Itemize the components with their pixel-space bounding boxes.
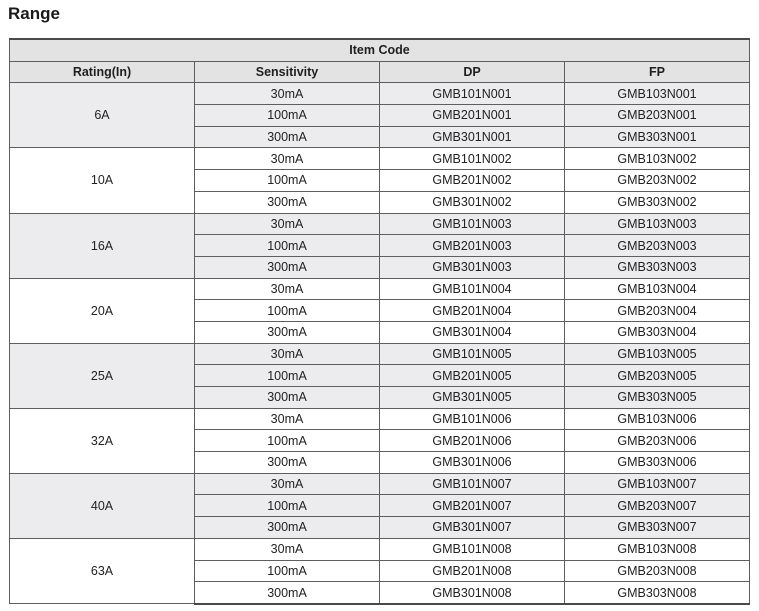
- table-row: [10, 473, 750, 495]
- sensitivity-cell: 300mA: [195, 582, 380, 604]
- sensitivity-cell: 100mA: [195, 430, 380, 452]
- dp-code-cell: GMB201N007: [380, 495, 565, 517]
- table-header: [10, 39, 750, 83]
- dp-code-cell: GMB101N005: [380, 343, 565, 365]
- fp-code-cell: GMB203N002: [565, 170, 750, 192]
- sensitivity-cell: 30mA: [195, 538, 380, 560]
- table-body: [10, 83, 750, 604]
- fp-code-cell: GMB303N001: [565, 126, 750, 148]
- rating-cell: 16A: [10, 213, 195, 278]
- column-header-dp: DP: [380, 61, 565, 83]
- header-row-columns: [10, 61, 750, 83]
- item-code-header: Item Code: [10, 39, 750, 61]
- dp-code-cell: GMB201N002: [380, 170, 565, 192]
- dp-code-cell: GMB301N001: [380, 126, 565, 148]
- fp-code-cell: GMB303N003: [565, 256, 750, 278]
- sensitivity-cell: 30mA: [195, 473, 380, 495]
- fp-code-cell: GMB203N006: [565, 430, 750, 452]
- dp-code-cell: GMB301N004: [380, 321, 565, 343]
- dp-code-cell: GMB101N006: [380, 408, 565, 430]
- sensitivity-cell: 30mA: [195, 278, 380, 300]
- sensitivity-cell: 30mA: [195, 343, 380, 365]
- dp-code-cell: GMB101N002: [380, 148, 565, 170]
- sensitivity-cell: 300mA: [195, 452, 380, 474]
- fp-code-cell: GMB303N004: [565, 321, 750, 343]
- fp-code-cell: GMB303N002: [565, 191, 750, 213]
- rating-cell: 20A: [10, 278, 195, 343]
- column-header-rating: Rating(In): [10, 61, 195, 83]
- table-row: [10, 408, 750, 430]
- range-table: [9, 38, 750, 605]
- fp-code-cell: GMB103N002: [565, 148, 750, 170]
- sensitivity-cell: 300mA: [195, 191, 380, 213]
- fp-code-cell: GMB203N005: [565, 365, 750, 387]
- fp-code-cell: GMB103N008: [565, 538, 750, 560]
- dp-code-cell: GMB101N003: [380, 213, 565, 235]
- sensitivity-cell: 30mA: [195, 213, 380, 235]
- dp-code-cell: GMB201N003: [380, 235, 565, 257]
- fp-code-cell: GMB103N004: [565, 278, 750, 300]
- dp-code-cell: GMB101N001: [380, 83, 565, 105]
- column-header-sensitivity: Sensitivity: [195, 61, 380, 83]
- fp-code-cell: GMB103N001: [565, 83, 750, 105]
- sensitivity-cell: 300mA: [195, 387, 380, 409]
- column-header-fp: FP: [565, 61, 750, 83]
- table-row: [10, 538, 750, 560]
- sensitivity-cell: 300mA: [195, 126, 380, 148]
- fp-code-cell: GMB303N007: [565, 517, 750, 539]
- dp-code-cell: GMB201N001: [380, 105, 565, 127]
- table-row: [10, 213, 750, 235]
- fp-code-cell: GMB203N004: [565, 300, 750, 322]
- fp-code-cell: GMB203N007: [565, 495, 750, 517]
- sensitivity-cell: 30mA: [195, 83, 380, 105]
- sensitivity-cell: 100mA: [195, 495, 380, 517]
- rating-cell: 25A: [10, 343, 195, 408]
- fp-code-cell: GMB203N001: [565, 105, 750, 127]
- sensitivity-cell: 100mA: [195, 170, 380, 192]
- rating-cell: 63A: [10, 538, 195, 604]
- dp-code-cell: GMB301N008: [380, 582, 565, 604]
- dp-code-cell: GMB301N005: [380, 387, 565, 409]
- sensitivity-cell: 300mA: [195, 321, 380, 343]
- dp-code-cell: GMB301N007: [380, 517, 565, 539]
- sensitivity-cell: 100mA: [195, 365, 380, 387]
- sensitivity-cell: 100mA: [195, 235, 380, 257]
- dp-code-cell: GMB101N008: [380, 538, 565, 560]
- table-row: [10, 148, 750, 170]
- table-row: [10, 83, 750, 105]
- table-row: [10, 278, 750, 300]
- sensitivity-cell: 30mA: [195, 148, 380, 170]
- header-row-group: [10, 39, 750, 61]
- fp-code-cell: GMB203N008: [565, 560, 750, 582]
- dp-code-cell: GMB301N002: [380, 191, 565, 213]
- fp-code-cell: GMB303N005: [565, 387, 750, 409]
- sensitivity-cell: 30mA: [195, 408, 380, 430]
- sensitivity-cell: 100mA: [195, 300, 380, 322]
- sensitivity-cell: 300mA: [195, 517, 380, 539]
- rating-cell: 10A: [10, 148, 195, 213]
- fp-code-cell: GMB103N006: [565, 408, 750, 430]
- rating-cell: 32A: [10, 408, 195, 473]
- dp-code-cell: GMB301N006: [380, 452, 565, 474]
- dp-code-cell: GMB101N007: [380, 473, 565, 495]
- dp-code-cell: GMB201N005: [380, 365, 565, 387]
- dp-code-cell: GMB201N008: [380, 560, 565, 582]
- page-title: Range: [8, 4, 60, 23]
- dp-code-cell: GMB101N004: [380, 278, 565, 300]
- fp-code-cell: GMB103N005: [565, 343, 750, 365]
- dp-code-cell: GMB301N003: [380, 256, 565, 278]
- rating-cell: 6A: [10, 83, 195, 148]
- dp-code-cell: GMB201N006: [380, 430, 565, 452]
- sensitivity-cell: 300mA: [195, 256, 380, 278]
- fp-code-cell: GMB103N003: [565, 213, 750, 235]
- fp-code-cell: GMB303N006: [565, 452, 750, 474]
- sensitivity-cell: 100mA: [195, 560, 380, 582]
- fp-code-cell: GMB203N003: [565, 235, 750, 257]
- fp-code-cell: GMB103N007: [565, 473, 750, 495]
- table-row: [10, 343, 750, 365]
- rating-cell: 40A: [10, 473, 195, 538]
- sensitivity-cell: 100mA: [195, 105, 380, 127]
- fp-code-cell: GMB303N008: [565, 582, 750, 604]
- dp-code-cell: GMB201N004: [380, 300, 565, 322]
